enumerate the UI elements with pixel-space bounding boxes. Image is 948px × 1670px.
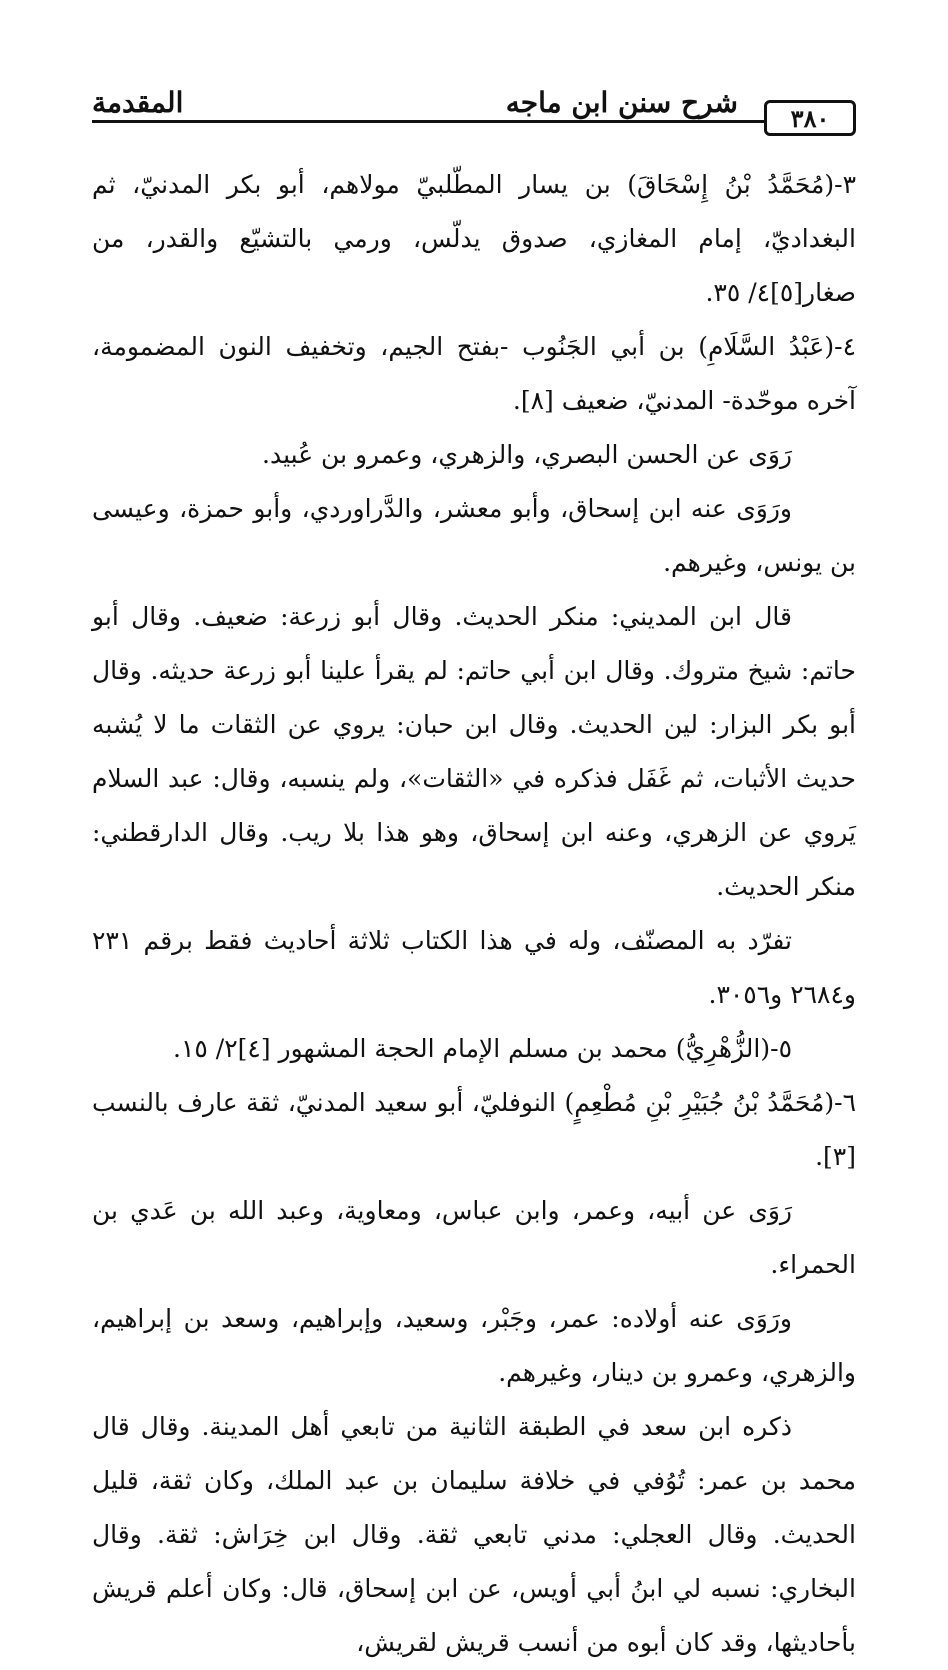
paragraph-criticism: قال ابن المديني: منكر الحديث. وقال أبو زرعة: ضعيف. وقال أبو حاتم: شيخ متروك. وقال ابن أبي حاتم: لم يقرأ علينا أبو زرعة حديثه. وقال أبو بكر البزار: لين الحديث. وقال ابن حبان: يروي عن الثقات ما لا يُشبه حديث الأثبات، ثم غَفَل فذكره في «الثقات»، ولم ينسبه، وقال: عبد السلام يَروي عن الزهري، وعنه ابن إسحاق، وهو هذا بلا ريب. وقال الدارقطني: منكر الحديث. (92, 602, 856, 901)
paragraph-biography: ذكره ابن سعد في الطبقة الثانية من تابعي أهل المدينة. وقال قال محمد بن عمر: تُوُفي في خلافة سليمان بن عبد الملك، وكان ثقة، قليل الحديث. وقال العجلي: مدني تابعي ثقة. وقال ابن خِرَاش: ثقة. وقال البخاري: نسبه لي ابنُ أبي أويس، عن ابن إسحاق، قال: وكان أعلم قريش بأحاديثها، وقد كان أبوه من أنسب قريش لقريش، (92, 1412, 856, 1657)
paragraph-narrator-3: ٣-(مُحَمَّدُ بْنُ إِسْحَاقَ) بن يسار المطّلبيّ مولاهم، أبو بكر المدنيّ، ثم البغداديّ، إمام المغازي، صدوق يدلّس، ورمي بالتشيّع والقدر، من صغار[٥]٤/ ٣٥. (92, 170, 856, 307)
paragraph-narrator-4: ٤-(عَبْدُ السَّلَامِ) بن أبي الجَنُوب -بفتح الجيم، وتخفيف النون المضمومة، آخره موحّدة- المدنيّ، ضعيف [٨]. (92, 332, 856, 415)
book-title: شرح سنن ابن ماجه (505, 86, 738, 119)
paragraph-narrated-by-2: ورَوَى عنه أولاده: عمر، وجَبْر، وسعيد، وإبراهيم، وسعد بن إبراهيم، والزهري، وعمرو بن دينار، وغيرهم. (92, 1304, 856, 1387)
paragraph-narrated-from: رَوَى عن الحسن البصري، والزهري، وعمرو بن عُبيد. (262, 440, 792, 469)
paragraph-narrated-from-2: رَوَى عن أبيه، وعمر، وابن عباس، ومعاوية، وعبد الله بن عَدي بن الحمراء. (92, 1196, 856, 1279)
section-title: المقدمة (92, 86, 184, 119)
paragraph-narrator-5: ٥-(الزُّهْرِيُّ) محمد بن مسلم الإمام الحجة المشهور [٤]٢/ ١٥. (173, 1034, 792, 1063)
page-header (92, 80, 856, 150)
paragraph-narrator-6: ٦-(مُحَمَّدُ بْنُ جُبَيْرِ بْنِ مُطْعِمٍ) النوفليّ، أبو سعيد المدنيّ، ثقة عارف بالنسب [٣]. (92, 1088, 856, 1171)
header-rule (92, 120, 764, 123)
page-number: ٣٨٠ (764, 100, 856, 136)
body-text (92, 158, 856, 1670)
paragraph-unique-narration: تفرّد به المصنّف، وله في هذا الكتاب ثلاثة أحاديث فقط برقم ٢٣١ و٢٦٨٤ و٣٠٥٦. (92, 926, 856, 1009)
paragraph-narrated-by: ورَوَى عنه ابن إسحاق، وأبو معشر، والدَّراوردي، وأبو حمزة، وعيسى بن يونس، وغيرهم. (92, 494, 856, 577)
